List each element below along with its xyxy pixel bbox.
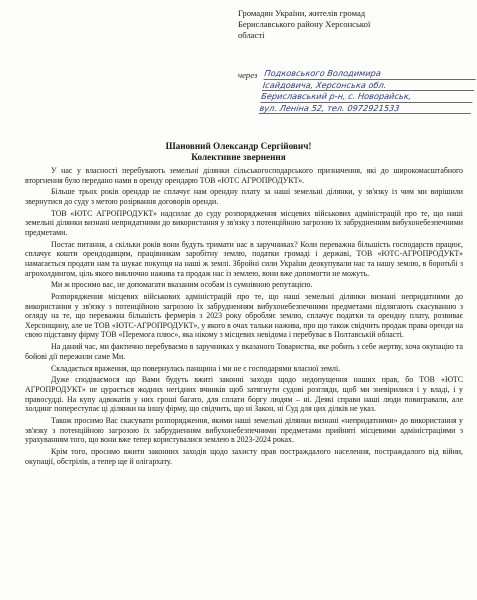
addressee-block [238,8,468,41]
addressee-line: Громадян України, жителів громад [238,8,366,18]
handwritten-line: вул. Леніна 52, тел. 0972921533 [259,103,473,115]
paragraph: Ми ж просимо вас, не допомагати вказаним особам із сумнівною репутацією. [51,280,313,290]
paragraph: Розпорядження місцевих військових адміністрацій про те, що наші земельні ділянки визнані непридатними до використання у зв'язку з потенційною загрозою їх забрудненням вибухонебезпечними предметами підлягають скасуванню з огляду на те, що переважна більшість фермерів з 2023 року обробляє землю, сплачує податки та орендну плату, розвиває Херсонщину, але не ТОВ «ЮТС-АГРОПРОДУКТ», у якого в очах тальки нажива, про що також свідчить продаж права оренди на свою підставну фірму ТОВ «Перемога плюс», яка нікому з місцевих невідома і перебуває в Полтавській області. [25,292,463,340]
paragraph: У нас у власності перебувають земельні ділянки сільськогосподарського призначення, які до широкомасштабного вторгнення було передано нами в оренду орендарю ТОВ «ЮТС АГРОПРОДУКТ». [25,166,463,185]
handwritten-line: Подковського Володимира [264,68,477,80]
handwritten-line: Бериславський р-н, с. Новорайськ, [260,91,474,103]
paragraph: Також просимо Вас скасувати розпорядження, якими наші земельні ділянки визнані «непридатними» до використання у зв'язку з потенційною загрозою їх забрудненням вибухонебезпечними предметами прийняті місцевими адміністраціями з урахуванням того, що вони вже тепер користувалися землею в 2023-2024 роках. [25,415,463,445]
salutation: Шановний Олександр Сергійович! [165,141,312,151]
letter-body [25,166,463,468]
addressee-line: Бериславського району Херсонської [238,19,371,29]
paragraph: Складається враження, що повернулась панщина і ми не є господарями власної землі. [51,363,341,373]
via-label: через [238,70,258,80]
handwritten-representative [259,68,477,114]
paragraph: Постає питання, а скільки років вони будуть тримати нас в заручниках? Коли переважна більшість господарств працює, сплачує кошти орендодавцям, працівникам заробітну землю, податки громаді і державі, ТОВ «ЮТС-АГРОПРОДУКТ» намагається продати нам та шукає покупця на наші ж землі. Збройні сили України деокупували нас та нашу землю, в боротьбі з агрохолдингом, ціль якого виключно нажива та продаж нас із землею, вони вже допомогти не можуть. [25,239,463,278]
paragraph: Дуже сподіваємося що Вами будуть вжиті законні заходи щодо недопущення наших прав, бо ТОВ «ЮТС АГРОПРОДУКТ» не цурається жодних негідних вчинків щоб затягнути судові розгляди, щоб ми зневірилися і у владі, і у правосудді. На купу адвокатів у них гроші багато, для сплати боргу людям – ні. Деякі справи наші люди повигравали, але холдинг попереступає ці ділянки на іншу фірму, що свідчить, що ні Закон, ні Суд для цих ділків не указ. [25,375,463,414]
paragraph: Більше трьох років орендар не сплачує нам орендну плату за наші земельні ділянки, у зв'язку із чим ми вирішили звернутися до суду з метою розірвання договорів оренди. [25,187,463,206]
greeting-block [0,141,477,163]
paragraph: ТОВ «ЮТС АГРОПРОДУКТ» надсилає до суду розпорядження місцевих військових адміністрацій про те, що наші земельні ділянки визнані непридатними до використання у зв'язку з потенційною загрозою їх забрудненням вибухонебезпечними предметами. [25,208,463,237]
paragraph: На даний час, ми фактично перебуваємо в заручниках у вказаного Товариства, яке робить з себе жертву, хоча окупацію та бойові дії пережили саме Ми. [25,342,463,361]
handwritten-line: Ісайдовича, Херсонська обл. [262,80,476,92]
document-title: Колективне звернення [191,152,286,162]
paragraph: Крім того, просимо вжити законних заходів щодо захисту прав постраждалого населення, постраждалого від війни, окупації, обстрілів, а тепер ще й олігархату. [25,446,463,466]
addressee-line: області [238,30,265,40]
